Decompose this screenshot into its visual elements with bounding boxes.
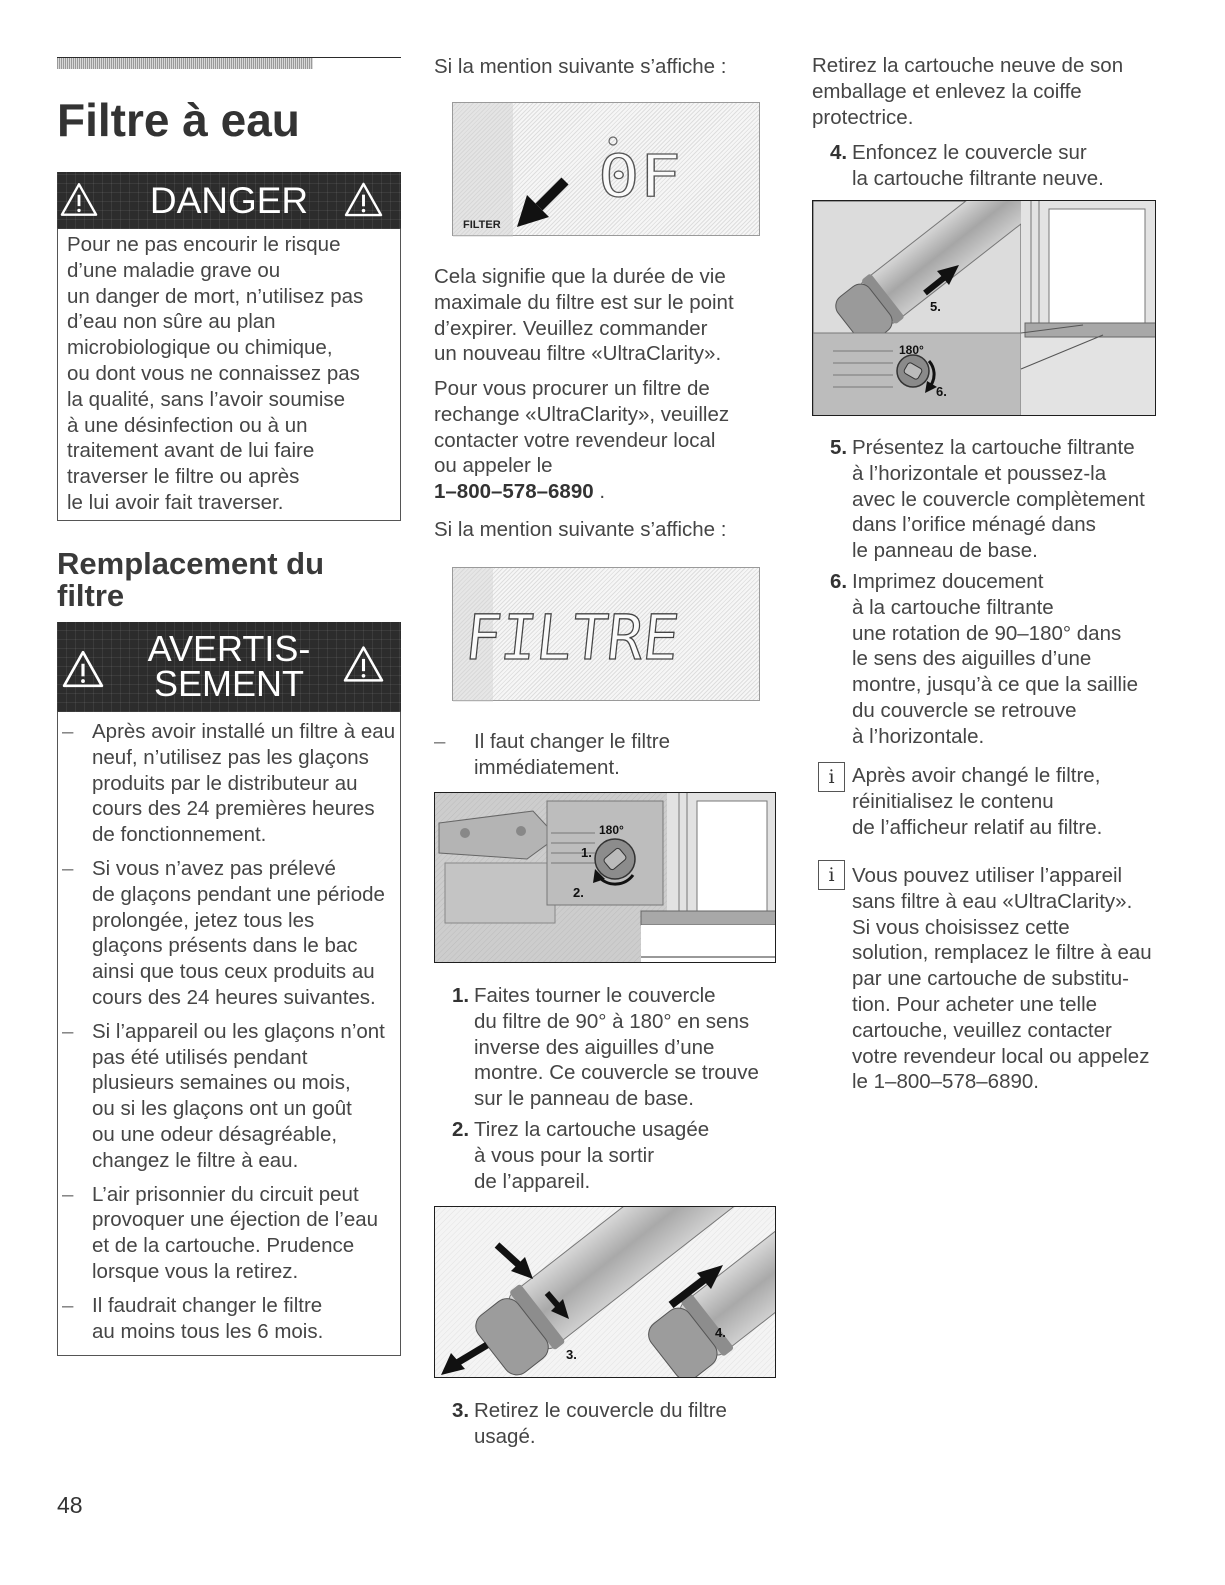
bullet: – [62, 1019, 74, 1043]
change-filter-text: Il faut changer le filtre immédiatement. [474, 730, 670, 779]
list-item [58, 856, 400, 1011]
list-item [58, 1293, 400, 1345]
list-item [58, 719, 400, 848]
step-6 [830, 569, 1138, 750]
step-5 [830, 435, 1145, 564]
figure-label: 4. [715, 1325, 726, 1340]
warning-header [57, 622, 401, 712]
step-number: 6. [830, 570, 848, 593]
step-number: 4. [830, 141, 848, 164]
step-2 [452, 1117, 709, 1194]
figure-label: 3. [566, 1347, 577, 1362]
step-number: 3. [452, 1399, 470, 1422]
page-title: Filtre à eau [57, 94, 300, 146]
filter-display-illustration [452, 102, 760, 236]
order-phone: 1–800–578–6890 [434, 480, 594, 503]
step-text: Enfoncez le couvercle sur la cartouche filtrante neuve. [852, 141, 1104, 190]
step-1 [452, 983, 759, 1112]
display-value: 0F [598, 142, 681, 210]
order-phone-suffix: . [593, 480, 606, 503]
figure-label: 1. [581, 845, 592, 860]
info-icon: i [818, 762, 845, 792]
remove-cap-illustration [434, 792, 776, 963]
figure-label: 2. [573, 885, 584, 900]
warning-list [58, 719, 400, 1352]
cartridge-drawing [435, 1207, 776, 1378]
step-4 [830, 140, 1104, 192]
step-number: 1. [452, 984, 470, 1007]
bullet: – [62, 1293, 74, 1317]
step-text: Imprimez doucement à la cartouche filtrante une rotation de 90–180° dans le sens des aiguilles d’une montre, jusqu’à ce que la saillie du couvercle se retrouve à l’horizontale. [852, 570, 1139, 748]
danger-box [57, 229, 401, 521]
bullet: – [434, 730, 446, 753]
insert-cartridge-illustration [812, 200, 1156, 416]
bullet: – [62, 856, 74, 880]
filtre-display-illustration [452, 567, 760, 701]
display-prompt: Si la mention suivante s’affiche : [434, 518, 727, 541]
list-item [58, 1019, 400, 1174]
header-bar-decoration [57, 58, 313, 69]
warning-item-text: Si vous n’avez pas prélevé de glaçons pendant une période prolongée, jetez tous les glaçons présents dans le bac ainsi que tous ceux produits au cours des 24 heures suivantes. [92, 856, 385, 1009]
note-text: Après avoir changé le filtre, réinitialisez le contenu de l’afficheur relatif au filtre. [852, 764, 1103, 839]
filter-label: FILTER [463, 219, 501, 231]
step-number: 2. [452, 1118, 470, 1141]
step-text: Faites tourner le couvercle du filtre de 90° à 180° en sens inverse des aiguilles d’une montre. Ce couvercle se trouve sur le panneau de base. [474, 984, 759, 1111]
danger-label: DANGER [149, 180, 309, 221]
display-prompt: Si la mention suivante s’affiche : [434, 55, 727, 78]
warning-box [57, 712, 401, 1356]
bullet: – [62, 720, 74, 743]
page-number: 48 [57, 1492, 83, 1518]
warning-item-text: Si l’appareil ou les glaçons n’ont pas été utilisés pendant plusieurs semaines ou mois, ou si les glaçons ont un goût ou une odeur désagréable, changez le filtre à eau. [92, 1019, 385, 1172]
change-filter-note [434, 729, 670, 781]
warning-item-text: L’air prisonnier du circuit peut provoquer une éjection de l’eau et de la cartouche. Prudence lorsque vous la retirez. [92, 1182, 379, 1283]
insert-cartridge-drawing [813, 201, 1156, 416]
display-panel-drawing [453, 568, 761, 702]
display-value: FILTRE [461, 601, 694, 674]
warning-item-text: Il faudrait changer le filtre au moins tous les 6 mois. [92, 1293, 324, 1343]
warning-triangle-icon [344, 182, 383, 217]
intro-text: Retirez la cartouche neuve de son emballage et enlevez la coiffe protectrice. [812, 54, 1124, 129]
figure-label: 180° [599, 823, 624, 837]
warning-item-text: Après avoir installé un filtre à eau neuf, n’utilisez pas les glaçons produits par le distributeur au cours des 24 premières heures de fonctionnement. [92, 720, 396, 847]
warning-triangle-icon [343, 645, 384, 683]
display-shade [453, 103, 513, 237]
base-block [445, 863, 555, 923]
section-heading: Remplacement du filtre [57, 546, 325, 613]
step-text: Tirez la cartouche usagée à vous pour la sortir de l’appareil. [474, 1118, 710, 1193]
order-text: Pour vous procurer un filtre de rechange «UltraClarity», veuillez contacter votre revendeur local ou appeler le [434, 377, 730, 478]
step-text: Retirez le couvercle du filtre usagé. [474, 1399, 727, 1448]
figure-label: 5. [930, 299, 941, 314]
figure-label: 180° [899, 343, 924, 357]
door-frame [1021, 201, 1156, 416]
danger-header [57, 172, 401, 229]
step-3 [452, 1398, 727, 1450]
step-number: 5. [830, 436, 848, 459]
remove-cap-drawing [435, 793, 776, 963]
arrow-icon [517, 181, 565, 227]
info-icon: i [818, 860, 845, 890]
step-text: Présentez la cartouche filtrante à l’horizontale et poussez-la avec le couvercle complètement dans l’orifice ménagé dans le panneau de base. [852, 436, 1145, 563]
cartridge-illustration [434, 1206, 776, 1378]
bullet: – [62, 1182, 74, 1206]
meaning-text: Cela signifie que la durée de vie maximale du filtre est sur le point d’expirer. Veuillez commander un nouveau filtre «UltraClarity». [434, 265, 734, 366]
danger-text: Pour ne pas encourir le risque d’une maladie grave ou un danger de mort, n’utilisez pas d’eau non sûre au plan microbiologique ou chimique, ou dont vous ne connaissez pas la qualité, sans l’avoir soumise à une désinfection ou à un traitement avant de lui faire traverser le filtre ou après le lui avoir fait traverser. [67, 233, 364, 514]
display-panel-drawing [453, 103, 761, 237]
note-text: Vous pouvez utiliser l’appareil sans filtre à eau «UltraClarity». Si vous choisissez cette solution, remplacez le filtre à eau par une cartouche de substitu- tion. Pour acheter une telle cartouche, veuillez contacter votre revendeur local ou appelez le 1–800–578–6890. [852, 864, 1152, 1094]
list-item [58, 1182, 400, 1285]
order-phone-line [434, 479, 605, 505]
figure-label: 6. [936, 384, 947, 399]
warning-label: AVERTIS- SEMENT [147, 628, 311, 704]
